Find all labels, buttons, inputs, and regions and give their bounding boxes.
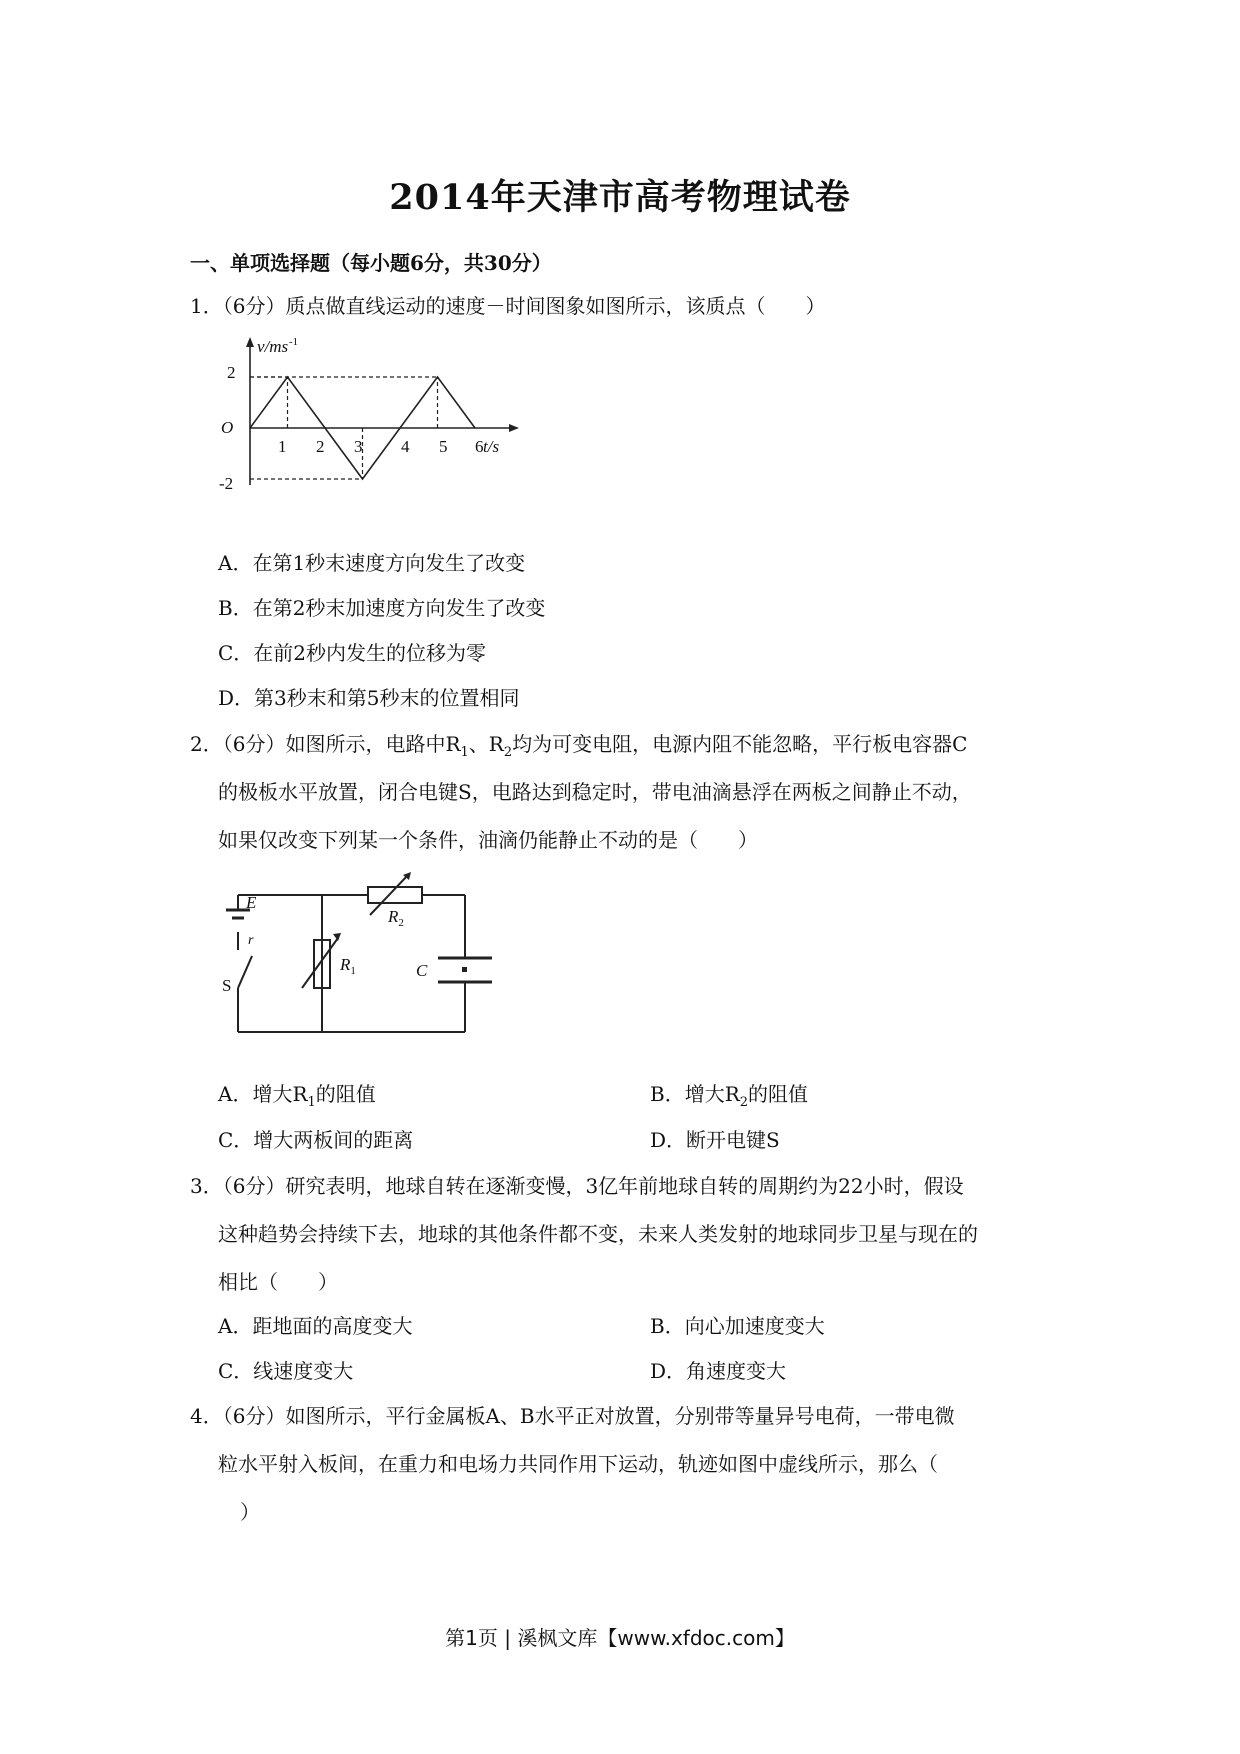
- q3-option-c: C．线速度变大: [218, 1359, 354, 1383]
- oil-drop: [462, 967, 467, 972]
- section-heading: 一、单项选择题（每小题6分，共30分）: [190, 251, 552, 275]
- q1-option-d: D．第3秒末和第5秒末的位置相同: [218, 686, 520, 710]
- x-axis-label: t/s: [483, 437, 500, 456]
- q3-line-3: 相比（ ）: [218, 1270, 338, 1294]
- q2-option-d: D．断开电键S: [650, 1128, 780, 1152]
- q4-line-3: ）: [240, 1500, 260, 1524]
- q4-line-1: 4．（6分）如图所示，平行金属板A、B水平正对放置，分别带等量异号电荷，一带电微: [190, 1404, 955, 1428]
- switch-s: [238, 956, 252, 988]
- q3-option-b: B．向心加速度变大: [650, 1314, 825, 1338]
- q2-line-3: 如果仅改变下列某一个条件，油滴仍能静止不动的是（ ）: [218, 828, 758, 852]
- y-tick-neg2: -2: [219, 474, 234, 493]
- label-s: S: [222, 976, 232, 995]
- y-axis-arrow: [246, 337, 254, 347]
- q3-option-d: D．角速度变大: [650, 1359, 787, 1383]
- q1-option-c: C．在前2秒内发生的位移为零: [218, 641, 487, 665]
- label-c: C: [416, 961, 428, 980]
- left-loop-wire: [238, 895, 322, 1032]
- q3-line-2: 这种趋势会持续下去，地球的其他条件都不变，未来人类发射的地球同步卫星与现在的: [218, 1222, 978, 1246]
- q2-option-b: B．增大$R_2$的阻值: [650, 1082, 809, 1110]
- label-r1: $R_1$: [340, 955, 356, 977]
- y-tick-2: 2: [227, 363, 236, 382]
- label-r2: $R_2$: [388, 907, 404, 929]
- y-axis-label: v/ms: [257, 337, 289, 356]
- q1-option-b: B．在第2秒末加速度方向发生了改变: [218, 596, 546, 620]
- q2-line-2: 的极板水平放置，闭合电键S，电路达到稳定时，带电油滴悬浮在两板之间静止不动，: [218, 780, 972, 804]
- page-footer: 第1页 | 溪枫文库【www.xfdoc.com】: [445, 1626, 795, 1650]
- x-tick-6: 6: [475, 437, 484, 456]
- page-title: 2014年天津市高考物理试卷: [389, 177, 851, 218]
- q3-option-a: A．距地面的高度变大: [218, 1314, 413, 1338]
- q1-vt-graph: [215, 335, 535, 505]
- q1-stem: 1．（6分）质点做直线运动的速度－时间图象如图所示，该质点（ ）: [190, 294, 826, 318]
- y-axis-label-sup: -1: [289, 336, 299, 348]
- q1-option-a: A．在第1秒末速度方向发生了改变: [218, 551, 526, 575]
- q2-option-a: A．增大$R_1$的阻值: [218, 1082, 376, 1110]
- q2-line-1: 2．（6分）如图所示，电路中$R_1$、$R_2$均为可变电阻，电源内阻不能忽略，平行板电容器C: [190, 732, 968, 760]
- x-tick-5: 5: [439, 437, 448, 456]
- label-r: r: [248, 933, 254, 948]
- x-axis-arrow: [509, 424, 519, 432]
- q4-line-2: 粒水平射入板间，在重力和电场力共同作用下运动，轨迹如图中虚线所示，那么（: [218, 1452, 938, 1476]
- x-tick-1: 1: [278, 437, 287, 456]
- x-tick-2: 2: [316, 437, 325, 456]
- x-tick-3: 3: [354, 437, 363, 456]
- r1-variable-arrow: [302, 938, 338, 988]
- q2-circuit-diagram: [220, 870, 510, 1040]
- origin-label: O: [221, 418, 234, 437]
- q3-line-1: 3．（6分）研究表明，地球自转在逐渐变慢，3亿年前地球自转的周期约为22小时，假设: [190, 1174, 964, 1198]
- label-e: E: [246, 893, 257, 912]
- x-tick-4: 4: [401, 437, 410, 456]
- q2-option-c: C．增大两板间的距离: [218, 1128, 414, 1152]
